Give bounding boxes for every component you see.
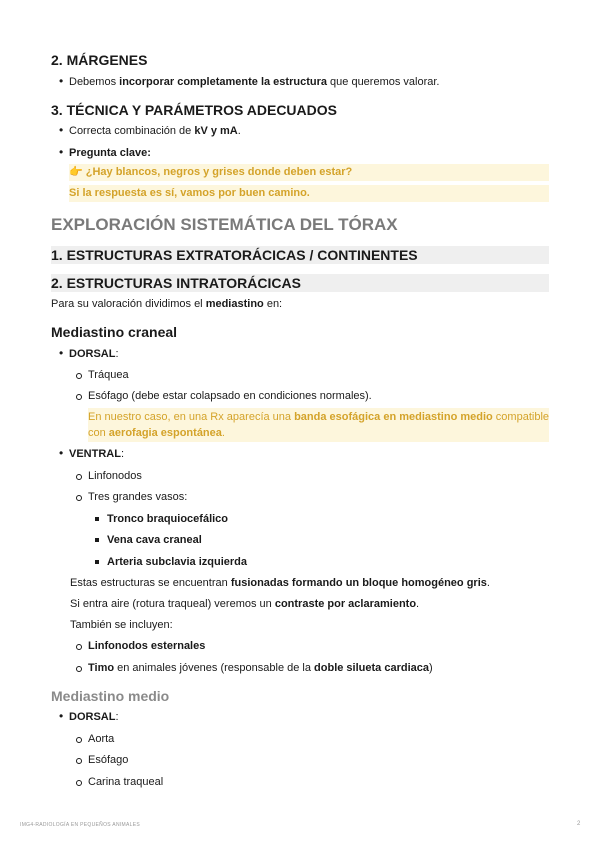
circle-bullet	[76, 495, 82, 501]
circle-bullet	[76, 394, 82, 400]
bullet	[59, 123, 63, 138]
item-vasos: Tres grandes vasos:	[88, 491, 188, 503]
item-esofago-medio: Esófago	[88, 754, 129, 766]
item-timo: Timo en animales jóvenes (responsable de la doble silueta cardiaca)	[88, 662, 433, 674]
mediastino-medio-title: Mediastino medio	[51, 688, 170, 704]
tecnica-bullet-2: Pregunta clave:	[69, 147, 151, 159]
section-tecnica-title: 3. TÉCNICA Y PARÁMETROS ADECUADOS	[51, 102, 337, 118]
margenes-bullet-1: Debemos incorporar completamente la estructura que queremos valorar.	[69, 76, 440, 88]
paragraph-fusionadas: Estas estructuras se encuentran fusionadas formando un bloque homogéneo gris.	[70, 577, 490, 589]
medio-dorsal-label: DORSAL:	[69, 711, 119, 723]
exploracion-title: EXPLORACIÓN SISTEMÁTICA DEL TÓRAX	[51, 215, 398, 234]
vaso-tronco: Tronco braquiocefálico	[107, 513, 229, 525]
bullet	[59, 709, 63, 724]
page-footer: IMG4-RADIOLOGÍA EN PEQUEÑOS ANIMALES	[20, 822, 140, 828]
intratoracicas-heading: 2. ESTRUCTURAS INTRATORÁCICAS	[51, 274, 549, 292]
intro-paragraph: Para su valoración dividimos el mediastino en:	[51, 298, 283, 310]
craneal-ventral-label: VENTRAL:	[69, 448, 125, 460]
extratoracicas-heading: 1. ESTRUCTURAS EXTRATORÁCICAS / CONTINENTES	[51, 246, 549, 264]
item-linfonodos-esternales: Linfonodos esternales	[88, 640, 206, 652]
item-aorta: Aorta	[88, 733, 115, 745]
vaso-arteria: Arteria subclavia izquierda	[107, 556, 247, 568]
vaso-vena-cava: Vena cava craneal	[107, 534, 202, 546]
bullet	[59, 74, 63, 89]
item-esofago: Esófago (debe estar colapsado en condiciones normales).	[88, 390, 372, 402]
page-number: 2	[577, 821, 581, 827]
craneal-dorsal-label: DORSAL:	[69, 348, 119, 360]
circle-bullet	[76, 644, 82, 650]
section-margenes-title: 2. MÁRGENES	[51, 52, 148, 68]
paragraph-contraste: Si entra aire (rotura traqueal) veremos un contraste por aclaramiento.	[70, 598, 420, 610]
square-bullet	[95, 538, 99, 542]
highlight-question: 👉 ¿Hay blancos, negros y grises donde deben estar?	[69, 164, 549, 181]
bullet	[59, 145, 63, 160]
highlight-answer: Si la respuesta es sí, vamos por buen camino.	[69, 185, 549, 202]
circle-bullet	[76, 474, 82, 480]
mediastino-craneal-title: Mediastino craneal	[51, 324, 178, 340]
item-traquea: Tráquea	[88, 369, 129, 381]
circle-bullet	[76, 666, 82, 672]
circle-bullet	[76, 373, 82, 379]
square-bullet	[95, 517, 99, 521]
paragraph-tambien: También se incluyen:	[70, 619, 173, 631]
square-bullet	[95, 560, 99, 564]
bullet	[59, 446, 63, 461]
circle-bullet	[76, 737, 82, 743]
tecnica-bullet-1: Correcta combinación de kV y mA.	[69, 125, 241, 137]
circle-bullet	[76, 758, 82, 764]
item-carina: Carina traqueal	[88, 776, 164, 788]
item-linfonodos: Linfonodos	[88, 470, 142, 482]
case-note: En nuestro caso, en una Rx aparecía una banda esofágica en mediastino medio compatible con aerofagia espontánea.	[88, 408, 549, 442]
bullet	[59, 346, 63, 361]
circle-bullet	[76, 780, 82, 786]
